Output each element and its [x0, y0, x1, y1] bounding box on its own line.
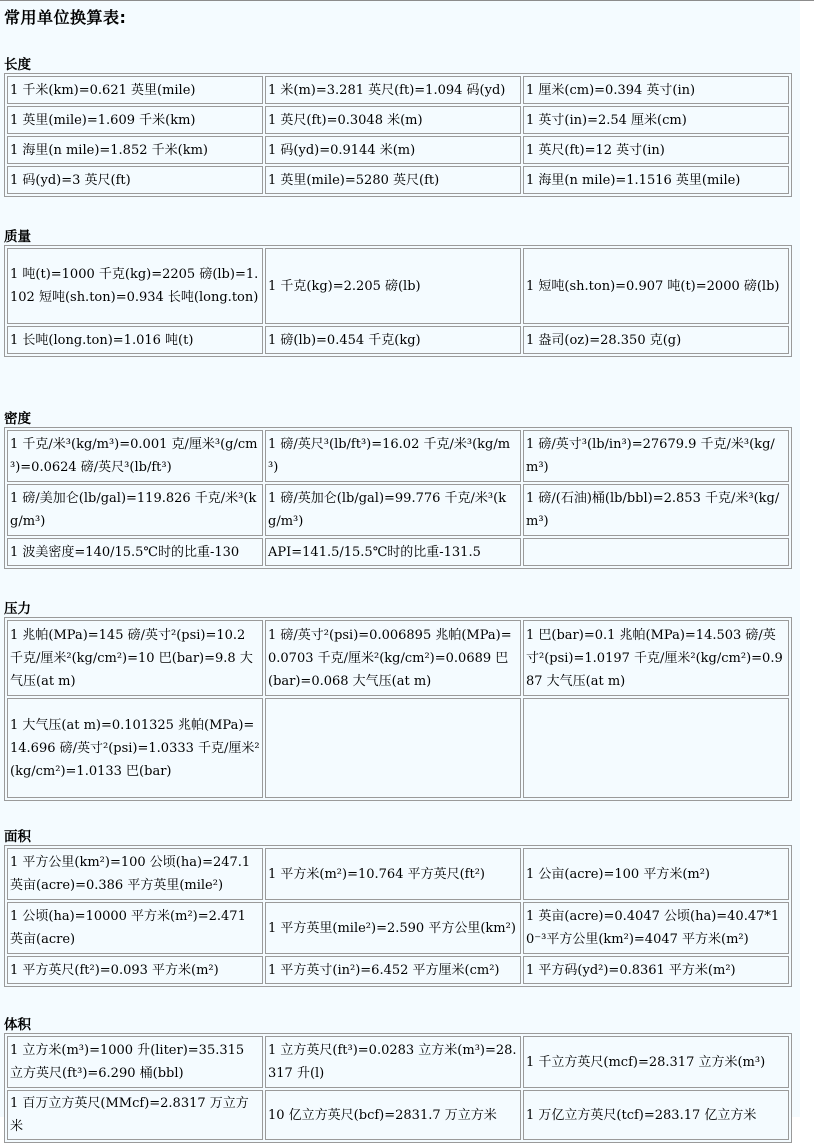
table-cell: 1 磅(lb)=0.454 千克(kg)	[265, 326, 521, 354]
table-cell: 1 吨(t)=1000 千克(kg)=2205 磅(lb)=1.102 短吨(sh.ton)=0.934 长吨(long.ton)	[7, 248, 263, 324]
table-cell: API=141.5/15.5℃时的比重-131.5	[265, 538, 521, 566]
section-heading: 密度	[4, 411, 31, 427]
table-cell: 1 磅/英加仑(lb/gal)=99.776 千克/米³(kg/m³)	[265, 484, 521, 536]
table-cell: 1 米(m)=3.281 英尺(ft)=1.094 码(yd)	[265, 76, 521, 104]
table-row	[7, 1036, 789, 1088]
table-cell: 1 立方米(m³)=1000 升(liter)=35.315 立方英尺(ft³)=6.290 桶(bbl)	[7, 1036, 263, 1088]
table-row	[7, 1090, 789, 1140]
table-cell: 1 大气压(at m)=0.101325 兆帕(MPa)=14.696 磅/英寸²(psi)=1.0333 千克/厘米²(kg/cm²)=1.0133 巴(bar)	[7, 698, 263, 798]
table-row	[7, 902, 789, 954]
table-cell: 1 兆帕(MPa)=145 磅/英寸²(psi)=10.2 千克/厘米²(kg/cm²)=10 巴(bar)=9.8 大气压(at m)	[7, 620, 263, 696]
table-cell: 1 码(yd)=3 英尺(ft)	[7, 166, 263, 194]
table-row	[7, 956, 789, 984]
table-cell: 1 长吨(long.ton)=1.016 吨(t)	[7, 326, 263, 354]
table-cell: 1 海里(n mile)=1.1516 英里(mile)	[523, 166, 789, 194]
table-cell: 1 平方公里(km²)=100 公顷(ha)=247.1 英亩(acre)=0.386 平方英里(mile²)	[7, 848, 263, 900]
table-cell: 1 千立方英尺(mcf)=28.317 立方米(m³)	[523, 1036, 789, 1088]
table-cell: 1 平方码(yd²)=0.8361 平方米(m²)	[523, 956, 789, 984]
page-title: 常用单位换算表:	[4, 8, 127, 27]
table-cell: 1 短吨(sh.ton)=0.907 吨(t)=2000 磅(lb)	[523, 248, 789, 324]
empty-table-cell	[523, 538, 789, 566]
table-row	[7, 538, 789, 566]
table-row	[7, 326, 789, 354]
table-cell: 1 千克(kg)=2.205 磅(lb)	[265, 248, 521, 324]
table-cell: 1 英里(mile)=5280 英尺(ft)	[265, 166, 521, 194]
table-cell: 1 千米(km)=0.621 英里(mile)	[7, 76, 263, 104]
table-cell: 1 平方米(m²)=10.764 平方英尺(ft²)	[265, 848, 521, 900]
section-heading: 质量	[4, 229, 31, 245]
table-cell: 10 亿立方英尺(bcf)=2831.7 万立方米	[265, 1090, 521, 1140]
table-cell: 1 千克/米³(kg/m³)=0.001 克/厘米³(g/cm³)=0.0624 磅/英尺³(lb/ft³)	[7, 430, 263, 482]
table-cell: 1 厘米(cm)=0.394 英寸(in)	[523, 76, 789, 104]
table-cell: 1 英尺(ft)=12 英寸(in)	[523, 136, 789, 164]
conversion-table	[4, 617, 792, 801]
conversion-table	[4, 245, 792, 357]
table-row	[7, 166, 789, 194]
section-heading: 长度	[4, 57, 31, 73]
table-cell: 1 英寸(in)=2.54 厘米(cm)	[523, 106, 789, 134]
table-cell: 1 平方英里(mile²)=2.590 平方公里(km²)	[265, 902, 521, 954]
table-cell: 1 磅/英尺³(lb/ft³)=16.02 千克/米³(kg/m³)	[265, 430, 521, 482]
conversion-table	[4, 427, 792, 569]
empty-table-cell	[523, 698, 789, 798]
table-row	[7, 136, 789, 164]
table-cell: 1 磅/英寸³(lb/in³)=27679.9 千克/米³(kg/m³)	[523, 430, 789, 482]
table-cell: 1 平方英寸(in²)=6.452 平方厘米(cm²)	[265, 956, 521, 984]
table-cell: 1 万亿立方英尺(tcf)=283.17 亿立方米	[523, 1090, 789, 1140]
table-row	[7, 848, 789, 900]
table-cell: 1 磅/(石油)桶(lb/bbl)=2.853 千克/米³(kg/m³)	[523, 484, 789, 536]
table-cell: 1 波美密度=140/15.5℃时的比重-130	[7, 538, 263, 566]
conversion-table	[4, 73, 792, 197]
conversion-table	[4, 845, 792, 987]
table-cell: 1 盎司(oz)=28.350 克(g)	[523, 326, 789, 354]
table-row	[7, 620, 789, 696]
table-cell: 1 立方英尺(ft³)=0.0283 立方米(m³)=28.317 升(l)	[265, 1036, 521, 1088]
document-page	[0, 1, 800, 1134]
section-heading: 压力	[4, 601, 31, 617]
table-cell: 1 英里(mile)=1.609 千米(km)	[7, 106, 263, 134]
table-row	[7, 248, 789, 324]
table-cell: 1 平方英尺(ft²)=0.093 平方米(m²)	[7, 956, 263, 984]
table-row	[7, 76, 789, 104]
table-cell: 1 百万立方英尺(MMcf)=2.8317 万立方米	[7, 1090, 263, 1140]
table-row	[7, 430, 789, 482]
table-cell: 1 海里(n mile)=1.852 千米(km)	[7, 136, 263, 164]
table-cell: 1 公亩(acre)=100 平方米(m²)	[523, 848, 789, 900]
table-cell: 1 英亩(acre)=0.4047 公顷(ha)=40.47*10⁻³平方公里(km²)=4047 平方米(m²)	[523, 902, 789, 954]
table-cell: 1 磅/英寸²(psi)=0.006895 兆帕(MPa)=0.0703 千克/厘米²(kg/cm²)=0.0689 巴(bar)=0.068 大气压(at m)	[265, 620, 521, 696]
section-heading: 体积	[4, 1017, 31, 1033]
table-cell: 1 公顷(ha)=10000 平方米(m²)=2.471 英亩(acre)	[7, 902, 263, 954]
table-row	[7, 106, 789, 134]
table-row	[7, 484, 789, 536]
table-row	[7, 698, 789, 798]
table-cell: 1 英尺(ft)=0.3048 米(m)	[265, 106, 521, 134]
table-cell: 1 巴(bar)=0.1 兆帕(MPa)=14.503 磅/英寸²(psi)=1.0197 千克/厘米²(kg/cm²)=0.987 大气压(at m)	[523, 620, 789, 696]
empty-table-cell	[265, 698, 521, 798]
conversion-table	[4, 1033, 792, 1143]
table-cell: 1 码(yd)=0.9144 米(m)	[265, 136, 521, 164]
section-heading: 面积	[4, 829, 31, 845]
table-cell: 1 磅/美加仑(lb/gal)=119.826 千克/米³(kg/m³)	[7, 484, 263, 536]
